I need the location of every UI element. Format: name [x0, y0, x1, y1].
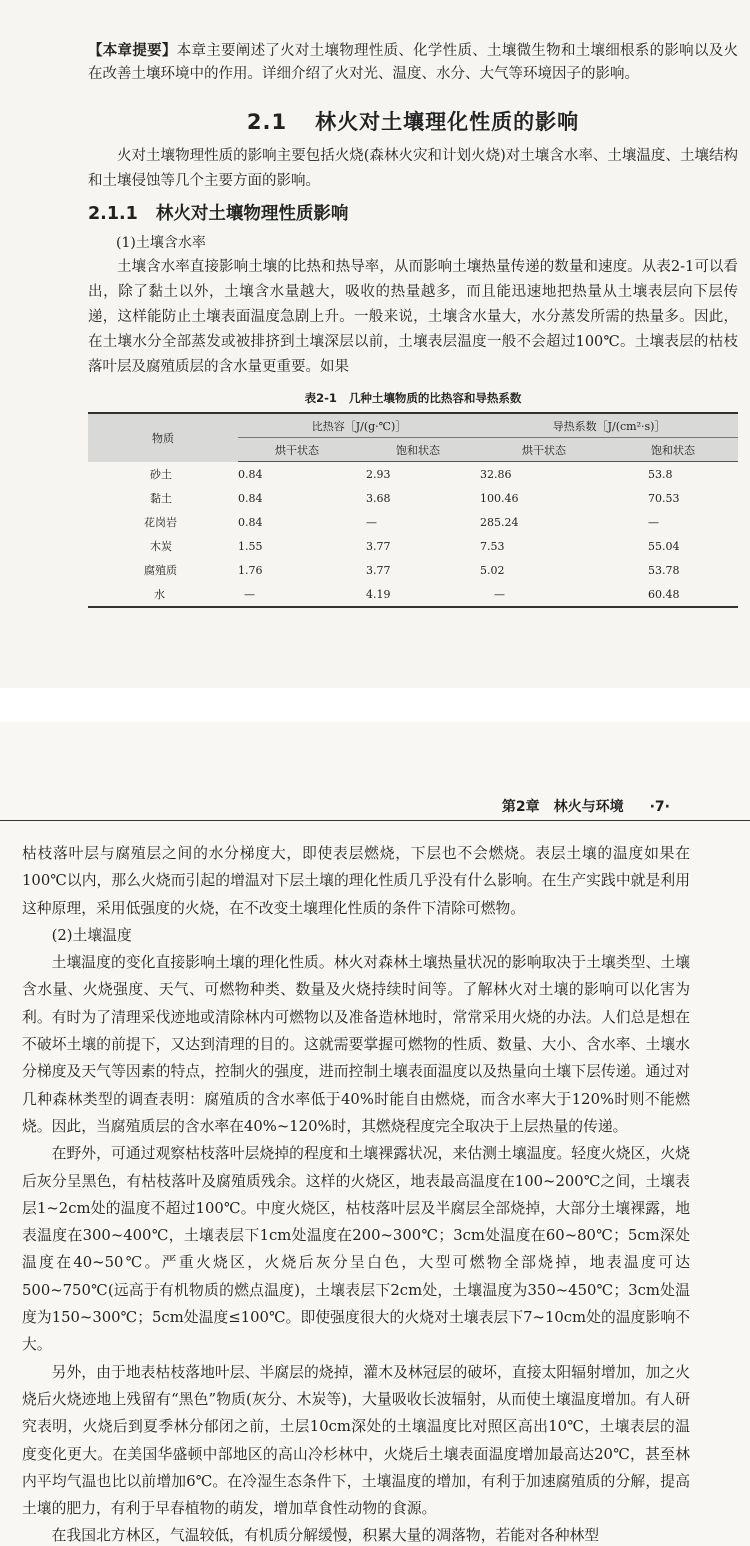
- cell-value: —: [366, 515, 377, 529]
- section-heading: [88, 106, 738, 136]
- table-row: [88, 510, 738, 534]
- subsection-number: 2.1.1: [88, 204, 138, 224]
- header-saturated-1: 饱和状态: [356, 438, 480, 462]
- cell-value: 3.68: [366, 491, 391, 505]
- running-header: [0, 794, 750, 821]
- cell-value: 4.19: [356, 582, 480, 607]
- cell-value: —: [480, 582, 608, 607]
- cell-material: 水: [88, 582, 238, 607]
- table-caption: [88, 390, 738, 406]
- table-row: [88, 486, 738, 510]
- table-title: 几种土壤物质的比热容和导热系数: [348, 391, 522, 405]
- header-dry-2: 烘干状态: [480, 438, 608, 462]
- table-row: [88, 534, 738, 558]
- paragraph-field-estimation: 在野外，可通过观察枯枝落叶层烧掉的程度和土壤裸露状况，来估测土壤温度。轻度火烧区，火烧后灰分呈黑色，有枯枝落叶及腐殖质残余。这样的火烧区，地表最高温度在100~200℃之间，土壤表层1~2cm处的温度不超过100℃。中度火烧区，枯枝落叶层及半腐层全部烧掉，大部分土壤裸露，地表温度在300~400℃，土壤表层下1cm处温度在200~300℃；3cm处温度在60~80℃；5cm深处温度在40~50℃。严重火烧区，火烧后灰分呈白色，大型可燃物全部烧掉，地表温度可达500~750℃(远高于有机物质的燃点温度)，土壤表层下2cm处，土壤温度为350~450℃；3cm处温度为150~300℃；5cm处温度≤100℃。即使强度很大的火烧对土壤表层下7~10cm处的温度影响不大。: [22, 1145, 690, 1354]
- page-gap: [0, 688, 750, 722]
- cell-value: 53.78: [648, 563, 680, 577]
- subsection-heading: [88, 200, 738, 225]
- table-row: [88, 462, 738, 487]
- cell-value: 100.46: [480, 491, 519, 505]
- cell-material: 黏土: [150, 492, 172, 505]
- summary-label: 【本章提要】: [88, 43, 177, 59]
- header-dry-1: 烘干状态: [238, 438, 356, 462]
- cell-value: 2.93: [366, 467, 391, 481]
- header-saturated-2: 饱和状态: [608, 438, 738, 462]
- section-title: 林火对土壤理化性质的影响: [315, 110, 580, 134]
- subsection-title: 林火对土壤物理性质影响: [155, 204, 349, 224]
- data-table: [88, 412, 738, 608]
- page-number: ·7·: [649, 799, 670, 815]
- table-number: 表2-1: [304, 391, 337, 405]
- cell-value: 1.55: [238, 539, 263, 553]
- cell-value: 3.77: [366, 539, 391, 553]
- summary-text: 本章主要阐述了火对土壤物理性质、化学性质、土壤微生物和土壤细根系的影响以及火在改善土壤环境中的作用。详细介绍了火对光、温度、水分、大气等环境因子的影响。: [88, 43, 739, 82]
- header-specific-heat: 比热容［J/(g·℃)］: [238, 413, 480, 438]
- item1-heading: (1)土壤含水率: [116, 235, 206, 251]
- intro-paragraph: 火对土壤物理性质的影响主要包括火烧(森林火灾和计划火烧)对土壤含水率、土壤温度、土壤结构和土壤侵蚀等几个主要方面的影响。: [88, 148, 738, 189]
- cell-value: 7.53: [480, 539, 505, 553]
- cell-value: —: [238, 582, 356, 607]
- cell-value: 60.48: [608, 582, 738, 607]
- cell-value: —: [648, 515, 659, 529]
- cell-value: 0.84: [238, 515, 263, 529]
- cell-material: 花岗岩: [144, 516, 177, 529]
- table-row: [88, 582, 738, 607]
- cell-value: 0.84: [238, 467, 263, 481]
- cell-value: 285.24: [480, 515, 519, 529]
- header-material: 物质: [88, 413, 238, 462]
- cell-value: 32.86: [480, 467, 512, 481]
- cell-value: 53.8: [648, 467, 673, 481]
- page-upper-content: [88, 40, 738, 608]
- paragraph-north-forest: 在我国北方林区，气温较低，有机质分解缓慢，积累大量的凋落物，若能对各种林型: [51, 1527, 600, 1545]
- paragraph-soil-temperature: 土壤温度的变化直接影响土壤的理化性质。林火对森林土壤热量状况的影响取决于土壤类型、土壤含水量、火烧强度、天气、可燃物种类、数量及火烧持续时间等。了解林火对土壤的影响可以化害为利。有时为了清理采伐迹地或清除林内可燃物以及准备造林地时，常常采用火烧的办法。人们总是想在不破坏土壤的前提下，又达到清理的目的。这就需要掌握可燃物的性质、数量、大小、含水率、土壤水分梯度及天气等因素的特点，控制火的强度，进而控制土壤表面温度以及热量向土壤下层传递。通过对几种森林类型的调查表明：腐殖质的含水率低于40%时能自由燃烧，而含水率大于120%时则不能燃烧。因此，当腐殖质层的含水率在40%~120%时，其燃烧程度完全取决于上层热量的传递。: [22, 954, 690, 1135]
- paragraph-radiation: 另外，由于地表枯枝落地叶层、半腐层的烧掉，灌木及林冠层的破坏，直接太阳辐射增加，加之火烧后火烧迹地上残留有“黑色”物质(灰分、木炭等)，大量吸收长波辐射，从而使土壤温度增加。有人研究表明，火烧后到夏季林分郁闭之前，土层10cm深处的土壤温度比对照区高出10℃，土壤表层的温度变化更大。在美国华盛顿中部地区的高山冷杉林中，火烧后土壤表面温度增加最高达20℃，甚至林内平均气温也比以前增加6℃。在冷湿生态条件下，土壤温度的增加，有利于加速腐殖质的分解，提高土壤的肥力，有利于早春植物的萌发，增加草食性动物的食源。: [22, 1363, 690, 1518]
- page-lower-content: [22, 840, 690, 1546]
- cell-value: 55.04: [648, 539, 680, 553]
- cell-value: 3.77: [366, 563, 391, 577]
- item1-paragraph: 土壤含水率直接影响土壤的比热和热导率，从而影响土壤热量传递的数量和速度。从表2-1可以看出，除了黏土以外，土壤含水量越大，吸收的热量越多，而且能迅速地把热量从土壤表层向下层传递，这样能防止土壤表面温度急剧上升。一般来说，土壤含水量大，水分蒸发所需的热量多。因此，在土壤水分全部蒸发或被排挤到土壤深层以前，土壤表层温度一般不会超过100℃。土壤表层的枯枝落叶层及腐殖质层的含水量更重要。如果: [88, 259, 738, 375]
- continuation-paragraph: 枯枝落叶层与腐殖层之间的水分梯度大，即使表层燃烧，下层也不会燃烧。表层土壤的温度如果在100℃以内，那么火烧而引起的增温对下层土壤的理化性质几乎没有什么影响。在生产实践中就是利用这种原理，采用低强度的火烧，在不改变土壤理化性质的条件下清除可燃物。: [22, 845, 690, 917]
- book-page-upper: [0, 0, 750, 688]
- cell-material: 腐殖质: [144, 564, 177, 577]
- cell-value: 5.02: [480, 563, 505, 577]
- book-page-lower: [0, 722, 750, 1546]
- header-conductivity: 导热系数［J/(cm²·s)］: [480, 413, 738, 438]
- section-number: 2.1: [246, 110, 288, 134]
- cell-value: 70.53: [648, 491, 680, 505]
- chapter-header-title: 第2章 林火与环境: [501, 799, 624, 815]
- cell-material: 砂土: [150, 467, 172, 481]
- table-row: [88, 558, 738, 582]
- cell-value: 1.76: [238, 563, 263, 577]
- cell-material: 木炭: [150, 540, 172, 553]
- item2-heading: (2)土壤温度: [51, 926, 132, 944]
- running-header-text: [502, 796, 670, 816]
- cell-value: 0.84: [238, 491, 263, 505]
- chapter-summary: [88, 40, 738, 86]
